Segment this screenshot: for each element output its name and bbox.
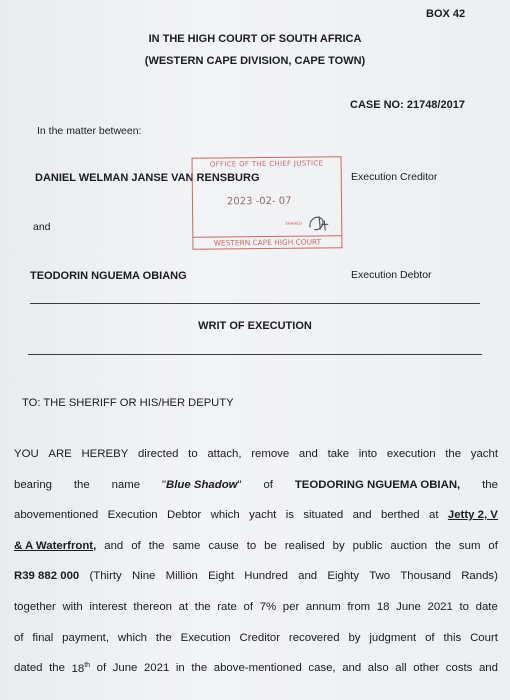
body-word: and [342,662,362,675]
body-word: bearing [14,478,52,491]
body-word: thereon [133,600,172,613]
body-word: the [194,600,211,613]
case-number: CASE NO: 21748/2017 [350,99,465,111]
body-word: the [148,539,165,552]
court-division: (WESTERN CAPE DIVISION, CAPE TOWN) [144,55,366,67]
body-word: at [429,509,439,522]
body-word: execution [386,448,436,460]
body-word: Eight [208,570,235,583]
body-word: Execution [180,631,231,644]
body-word: June [396,600,421,613]
body-word: of [488,539,498,552]
body-word: take [327,448,350,460]
signature-mark [307,212,333,234]
body-word: and [298,448,318,460]
body-word: rate [217,600,237,613]
debtor-role: Execution Debtor [351,269,432,281]
writ-body-paragraph [14,448,498,693]
body-word: " [237,478,242,491]
body-word: Blue Shadow [166,478,238,491]
stamp-shared-text: SHARED [285,220,302,226]
body-word: annum [305,600,341,613]
body-line [14,509,498,540]
body-word: which [210,509,240,522]
body-word: Creditor [239,631,281,644]
body-word: per [282,600,300,613]
divider-bottom [28,354,482,355]
box-number: BOX 42 [426,8,466,20]
body-word: TEODORING NGUEMA OBIAN, [294,478,461,491]
body-word: & A Waterfront, [14,539,97,552]
body-word: the [482,478,498,491]
body-word: R39 882 000 [14,570,80,583]
body-word: same [172,539,201,552]
body-word: Two [369,570,391,583]
body-word: the [191,662,208,675]
body-word: 2021 [143,662,170,675]
and-label: and [33,221,51,233]
body-word: all [395,662,407,675]
body-word: public [352,539,383,552]
body-word: dated [14,662,43,675]
body-word: the [435,539,451,552]
body-word: directed [137,448,179,460]
body-word: YOU [14,448,39,460]
body-word: the [155,631,172,644]
body-word: above-mentioned [213,662,302,675]
court-stamp [192,156,343,250]
body-word: yacht [470,448,498,460]
body-word: recovered [288,631,340,644]
body-word: Execution [107,509,158,522]
body-line [14,662,498,693]
body-word: berthed [380,509,420,522]
body-word: " [161,478,167,491]
body-word: payment, [62,631,110,644]
body-word: (Thirty [89,570,122,583]
body-word: ARE [48,448,72,460]
matter-intro: In the matter between: [37,125,142,137]
body-word: 7% [259,600,277,613]
body-word: which [117,631,148,644]
divider-top [30,303,480,304]
body-word: sum [458,539,481,552]
body-word: Debtor [167,509,202,522]
body-word: costs [445,662,473,675]
body-line [14,632,498,663]
body-word: attach, [207,448,242,460]
body-word: together [14,600,56,613]
body-word: of [14,631,24,644]
body-word: Million [165,570,198,583]
body-word: name [111,478,141,491]
body-word: cause [208,539,239,552]
body-word: the [73,478,90,491]
body-word: yacht [249,509,277,522]
body-word: abovementioned [14,509,99,522]
body-word: be [264,539,277,552]
creditor-name: DANIEL WELMAN JANSE VAN RENSBURG [35,172,260,184]
body-line [14,540,498,571]
body-word: realised [284,539,325,552]
body-word: date [475,600,498,613]
body-word: of [131,539,141,552]
body-line [14,448,498,479]
body-word: 18 [71,662,85,675]
body-word: also [367,662,389,675]
body-word: into [358,448,378,460]
body-word: HEREBY [81,448,129,460]
body-word-group [72,662,91,675]
body-word: th [84,662,91,670]
body-word: at [178,600,189,613]
body-word: June [112,662,138,675]
body-word: Thousand [400,570,451,583]
body-word: from [347,600,371,613]
body-word: in [175,662,185,675]
body-word: case, [308,662,336,675]
body-word: the [49,662,65,675]
body-word: of [425,631,435,644]
body-word: other [413,662,440,675]
body-word: final [32,631,54,644]
body-word: judgment [369,631,417,644]
body-word: to [246,539,257,552]
body-word: by [348,631,361,644]
body-word: to [459,600,469,613]
body-word: Rands) [461,570,498,583]
body-word: with [62,600,83,613]
body-word: of [263,478,273,491]
body-word: Hundred [244,570,288,583]
body-word: of [243,600,254,613]
stamp-office-text: OFFICE OF THE CHIEF JUSTICE [209,159,324,169]
creditor-role: Execution Creditor [351,171,438,183]
body-word: situated [303,509,344,522]
body-word: and [104,539,124,552]
debtor-name: TEODORIN NGUEMA OBIANG [30,270,187,282]
body-word: and [352,509,372,522]
body-word: Jetty 2, V [447,509,498,522]
body-word: 18 [376,600,390,613]
body-word: and [298,570,318,583]
body-word: this [443,631,462,644]
body-word: Eighty [327,570,360,583]
body-word: by [332,539,345,552]
body-word: is [285,509,294,522]
body-word: interest [89,600,127,613]
stamp-date: 2023 -02- 07 [226,195,292,208]
body-line [14,479,498,510]
body-line [14,601,498,632]
stamp-court-text: WESTERN CAPE HIGH COURT [193,235,341,248]
court-name: IN THE HIGH COURT OF SOUTH AFRICA [148,33,362,45]
body-word: remove [251,448,290,460]
body-word: the [445,448,462,460]
body-word: to [188,448,198,460]
body-word: of [96,662,107,675]
addressee: TO: THE SHERIFF OR HIS/HER DEPUTY [22,397,234,409]
body-word: 2021 [427,600,453,613]
writ-title: WRIT OF EXECUTION [198,320,312,332]
body-word-group [162,479,242,491]
body-word: Court [470,631,498,644]
body-line [14,570,498,601]
body-word: auction [390,539,428,552]
body-word: Nine [131,570,156,583]
body-word: and [478,662,498,675]
